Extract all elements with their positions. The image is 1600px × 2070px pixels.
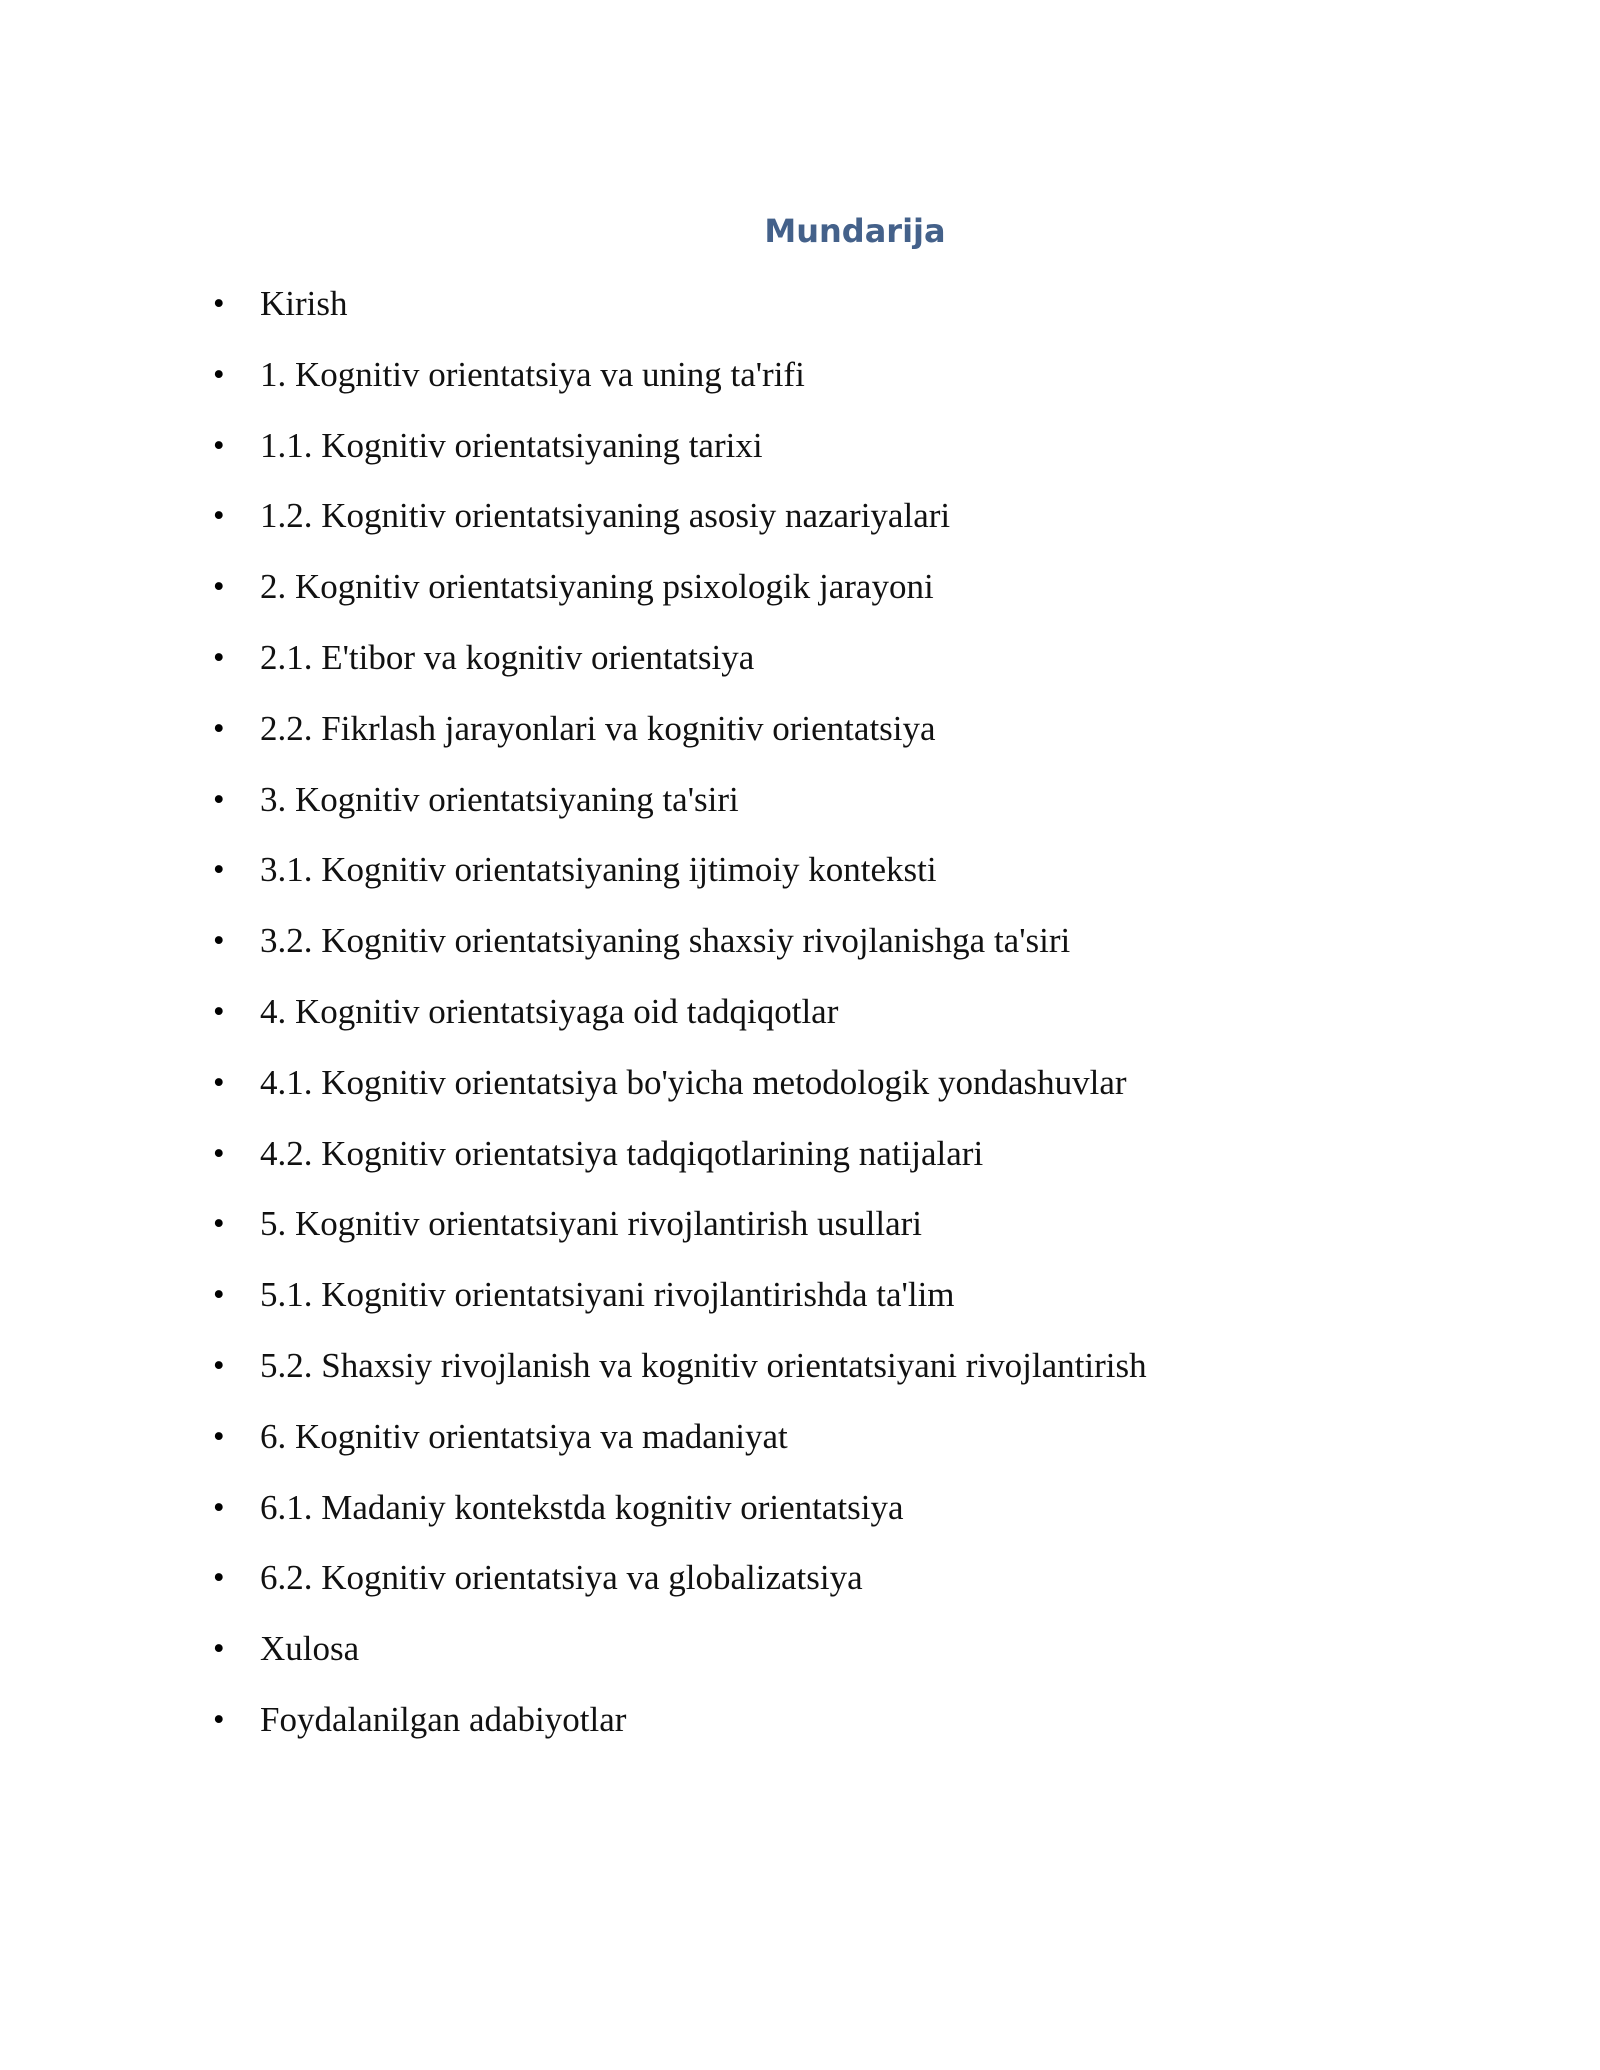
bullet-icon: • [213, 1277, 225, 1314]
bullet-icon: • [213, 923, 225, 960]
toc-item-label: Kirish [260, 284, 348, 323]
bullet-icon: • [213, 1135, 225, 1172]
bullet-icon: • [213, 286, 225, 322]
bullet-icon: • [213, 498, 225, 535]
bullet-icon: • [213, 1206, 225, 1243]
toc-item-label: 1.1. Kognitiv orientatsiyaning tarixi [260, 425, 763, 465]
bullet-icon: • [213, 852, 225, 889]
bullet-icon: • [213, 1701, 225, 1738]
bullet-icon: • [213, 356, 225, 393]
toc-item-label: 5.1. Kognitiv orientatsiyani rivojlantirishda ta'lim [260, 1275, 955, 1315]
toc-item-label: Xulosa [260, 1629, 360, 1669]
bullet-icon: • [213, 1560, 225, 1597]
bullet-icon: • [213, 1418, 225, 1455]
toc-item-label: 1.2. Kognitiv orientatsiyaning asosiy nazariyalari [260, 496, 951, 536]
bullet-icon: • [213, 1347, 225, 1384]
bullet-icon: • [213, 639, 225, 676]
toc-item-label: Foydalanilgan adabiyotlar [260, 1699, 627, 1739]
toc-item-label: 4.1. Kognitiv orientatsiya bo'yicha metodologik yondashuvlar [260, 1062, 1127, 1102]
bullet-icon: • [213, 1631, 225, 1668]
bullet-icon: • [213, 427, 225, 464]
toc-item-label: 6.2. Kognitiv orientatsiya va globalizatsiya [260, 1558, 863, 1598]
toc-item-label: 5. Kognitiv orientatsiyani rivojlantirish usullari [260, 1204, 922, 1244]
bullet-icon: • [213, 710, 225, 747]
toc-item-label: 3.2. Kognitiv orientatsiyaning shaxsiy rivojlanishga ta'siri [260, 921, 1071, 961]
toc-title: Mundarija [764, 212, 946, 250]
toc-item-label: 5.2. Shaxsiy rivojlanish va kognitiv orientatsiyani rivojlantirish [260, 1345, 1147, 1385]
toc-item-label: 1. Kognitiv orientatsiya va uning ta'rifi [260, 354, 805, 394]
toc-item-label: 6.1. Madaniy kontekstda kognitiv orientatsiya [260, 1487, 904, 1527]
toc-item-label: 3. Kognitiv orientatsiyaning ta'siri [260, 779, 739, 819]
bullet-icon: • [213, 1064, 225, 1101]
toc-item-label: 4. Kognitiv orientatsiyaga oid tadqiqotlar [260, 991, 839, 1031]
toc-item-label: 3.1. Kognitiv orientatsiyaning ijtimoiy konteksti [260, 850, 937, 890]
bullet-icon: • [213, 993, 225, 1030]
bullet-icon: • [213, 1489, 225, 1526]
toc-item-label: 6. Kognitiv orientatsiya va madaniyat [260, 1416, 788, 1456]
bullet-icon: • [213, 781, 225, 818]
toc-item-label: 4.2. Kognitiv orientatsiya tadqiqotlarining natijalari [260, 1133, 984, 1173]
bullet-icon: • [213, 569, 225, 606]
toc-item-label: 2.1. E'tibor va kognitiv orientatsiya [260, 637, 755, 677]
toc-item-label: 2. Kognitiv orientatsiyaning psixologik jarayoni [260, 567, 934, 607]
toc-item-label: 2.2. Fikrlash jarayonlari va kognitiv orientatsiya [260, 708, 936, 748]
